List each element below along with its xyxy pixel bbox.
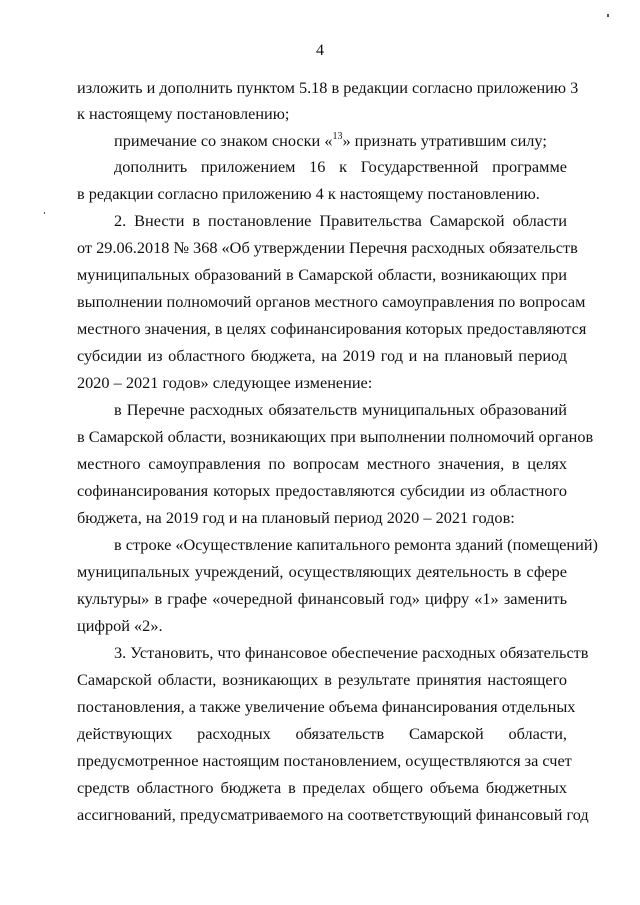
text-line: от 29.06.2018 № 368 «Об утверждении Перечня расходных обязательств xyxy=(77,238,578,257)
text-line: изложить и дополнить пунктом 5.18 в редакции согласно приложению 3 xyxy=(77,78,579,97)
scan-dot xyxy=(607,14,609,17)
page-number: 4 xyxy=(316,42,324,59)
text-line: 2020 – 2021 годов» следующее изменение: xyxy=(77,373,373,392)
text-line: софинансирования которых предоставляются субсидии из областного xyxy=(77,481,567,500)
text-line: субсидии из областного бюджета, на 2019 год и на плановый период xyxy=(77,346,567,365)
text-line: в редакции согласно приложению 4 к настоящему постановлению. xyxy=(77,184,540,203)
text-line: цифрой «2». xyxy=(77,616,163,635)
text-line: ассигнований, предусматриваемого на соответствующий финансовый год xyxy=(77,805,589,824)
footnote-mark: 13 xyxy=(332,131,343,142)
text-line: Самарской области, возникающих в результате принятия настоящего xyxy=(77,670,567,689)
text-line: в строке «Осуществление капитального ремонта зданий (помещений) xyxy=(114,535,598,554)
footnote-line xyxy=(114,131,547,151)
text-line: действующих расходных обязательств Самарской области, xyxy=(77,724,567,743)
text-line: в Перечне расходных обязательств муниципальных образований xyxy=(114,400,567,419)
text-line: 2. Внести в постановление Правительства Самарской области xyxy=(114,211,567,230)
text-fragment: примечание со знаком сноски « xyxy=(114,131,333,150)
text-line: муниципальных учреждений, осуществляющих деятельность в сфере xyxy=(77,562,567,581)
text-line: средств областного бюджета в пределах общего объема бюджетных xyxy=(77,778,567,797)
text-line: местного значения, в целях софинансирования которых предоставляются xyxy=(77,319,587,338)
text-line: дополнить приложением 16 к Государственной программе xyxy=(114,157,567,176)
scan-dot xyxy=(44,212,45,214)
text-line: выполнении полномочий органов местного самоуправления по вопросам xyxy=(77,292,586,311)
text-line: предусмотренное настоящим постановлением, осуществляются за счет xyxy=(77,751,572,770)
text-line: местного самоуправления по вопросам местного значения, в целях xyxy=(77,454,567,473)
text-line: к настоящему постановлению; xyxy=(77,104,290,123)
text-fragment: » признать утратившим силу; xyxy=(342,131,547,150)
text-line: в Самарской области, возникающих при выполнении полномочий органов xyxy=(77,427,594,446)
text-line: муниципальных образований в Самарской области, возникающих при xyxy=(77,265,567,284)
text-line: бюджета, на 2019 год и на плановый период 2020 – 2021 годов: xyxy=(77,508,515,527)
text-line: постановления, а также увеличение объема финансирования отдельных xyxy=(77,697,576,716)
text-line: культуры» в графе «очередной финансовый год» цифру «1» заменить xyxy=(77,589,567,608)
text-line: 3. Установить, что финансовое обеспечение расходных обязательств xyxy=(114,643,589,662)
